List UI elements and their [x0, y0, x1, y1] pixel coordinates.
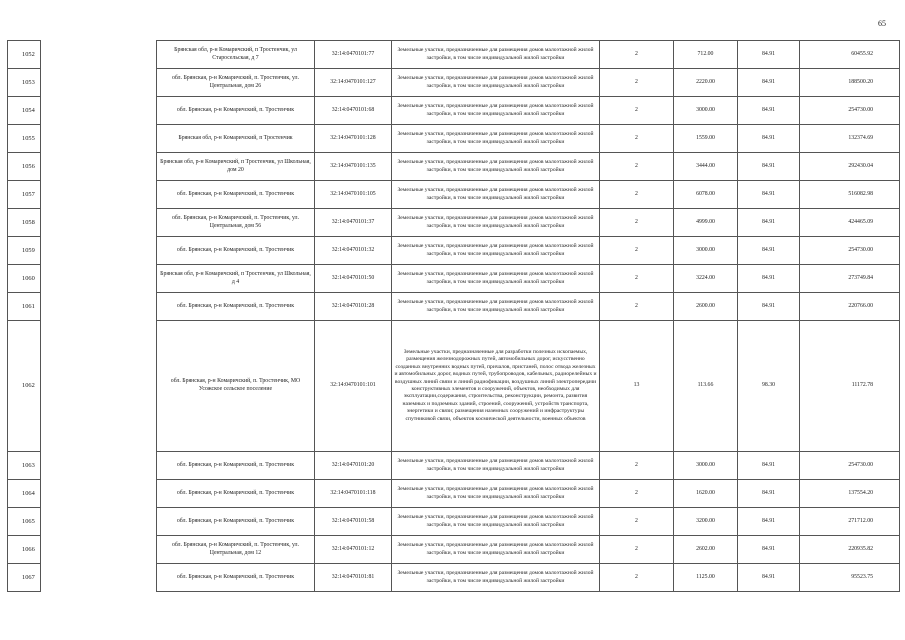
- cell-record-number: 1057: [8, 181, 41, 209]
- cell-cadastral-number: 32:14:0470101:105: [315, 181, 392, 209]
- cell-land-purpose: Земельные участки, предназначенные для размещения домов малоэтажной жилой застройки, в том числе индивидуальной жилой застройки: [392, 41, 600, 69]
- cell-rate: 84.91: [738, 237, 800, 265]
- cell-rate: 84.91: [738, 480, 800, 508]
- cell-address: Брянская обл, р-н Комаричский, п Тростенчик: [157, 125, 315, 153]
- page-number: 65: [878, 19, 886, 28]
- cell-cadastral-cost: 188500.20: [800, 69, 900, 97]
- cell-rate: 84.91: [738, 536, 800, 564]
- cell-cadastral-cost: 132374.69: [800, 125, 900, 153]
- cell-cadastral-cost: 273749.84: [800, 265, 900, 293]
- cell-group: 2: [600, 293, 674, 321]
- cell-cadastral-cost: 516082.98: [800, 181, 900, 209]
- cell-record-number: 1063: [8, 452, 41, 480]
- cell-address: обл. Брянская, р-н Комаричский, п. Тростенчик: [157, 97, 315, 125]
- cell-rate: 84.91: [738, 41, 800, 69]
- cell-rate: 84.91: [738, 181, 800, 209]
- table-row: [8, 69, 900, 97]
- cell-group: 2: [600, 564, 674, 592]
- cell-spacer: [41, 480, 157, 508]
- cell-record-number: 1053: [8, 69, 41, 97]
- cell-record-number: 1054: [8, 97, 41, 125]
- cell-group: 2: [600, 181, 674, 209]
- cell-area: 2600.00: [674, 293, 738, 321]
- cell-address: Брянская обл, р-н Комаричский, п Тростенчик, ул Школьная, дом 20: [157, 153, 315, 181]
- cell-area: 712.00: [674, 41, 738, 69]
- cell-area: 3224.00: [674, 265, 738, 293]
- table-row: [8, 508, 900, 536]
- cell-land-purpose: Земельные участки, предназначенные для размещения домов малоэтажной жилой застройки, в том числе индивидуальной жилой застройки: [392, 69, 600, 97]
- cell-record-number: 1059: [8, 237, 41, 265]
- cell-address: обл. Брянская, р-н Комаричский, п. Тростенчик, ул. Центральная, дом 56: [157, 209, 315, 237]
- table-row: [8, 181, 900, 209]
- cell-address: обл. Брянская, р-н Комаричский, п. Тростенчик: [157, 480, 315, 508]
- cell-area: 3200.00: [674, 508, 738, 536]
- cell-cadastral-number: 32:14:0470101:101: [315, 321, 392, 452]
- cell-land-purpose: Земельные участки, предназначенные для размещения домов малоэтажной жилой застройки, в том числе индивидуальной жилой застройки: [392, 508, 600, 536]
- cell-area: 1559.00: [674, 125, 738, 153]
- cell-cadastral-cost: 60455.92: [800, 41, 900, 69]
- cell-group: 2: [600, 480, 674, 508]
- cell-spacer: [41, 237, 157, 265]
- cell-address: обл. Брянская, р-н Комаричский, п. Тростенчик: [157, 564, 315, 592]
- cell-spacer: [41, 69, 157, 97]
- cell-address: обл. Брянская, р-н Комаричский, п. Тростенчик, ул. Центральная, дом 26: [157, 69, 315, 97]
- cell-cadastral-number: 32:14:0470101:81: [315, 564, 392, 592]
- cell-address: обл. Брянская, р-н Комаричский, п. Тростенчик: [157, 237, 315, 265]
- cell-rate: 84.91: [738, 265, 800, 293]
- cell-land-purpose: Земельные участки, предназначенные для размещения домов малоэтажной жилой застройки, в том числе индивидуальной жилой застройки: [392, 153, 600, 181]
- cell-spacer: [41, 41, 157, 69]
- cell-cadastral-number: 32:14:0470101:58: [315, 508, 392, 536]
- table-row: [8, 293, 900, 321]
- cell-land-purpose: Земельные участки, предназначенные для размещения домов малоэтажной жилой застройки, в том числе индивидуальной жилой застройки: [392, 209, 600, 237]
- cell-address: обл. Брянская, р-н Комаричский, п. Тростенчик, ул. Центральная, дом 12: [157, 536, 315, 564]
- cell-rate: 84.91: [738, 69, 800, 97]
- table-row: [8, 97, 900, 125]
- cell-spacer: [41, 153, 157, 181]
- table-row: [8, 153, 900, 181]
- cell-spacer: [41, 536, 157, 564]
- cell-group: 2: [600, 452, 674, 480]
- cell-group: 2: [600, 209, 674, 237]
- cell-cadastral-number: 32:14:0470101:135: [315, 153, 392, 181]
- cell-group: 2: [600, 265, 674, 293]
- cell-land-purpose: Земельные участки, предназначенные для размещения домов малоэтажной жилой застройки, в том числе индивидуальной жилой застройки: [392, 480, 600, 508]
- cell-record-number: 1066: [8, 536, 41, 564]
- cell-area: 3000.00: [674, 237, 738, 265]
- cell-address: обл. Брянская, р-н Комаричский, п. Тростенчик: [157, 181, 315, 209]
- cell-cadastral-number: 32:14:0470101:12: [315, 536, 392, 564]
- cell-address: обл. Брянская, р-н Комаричский, п. Тростенчик, МО Усожское сельское поселение: [157, 321, 315, 452]
- table-row: [8, 536, 900, 564]
- cell-cadastral-number: 32:14:0470101:32: [315, 237, 392, 265]
- cell-group: 2: [600, 508, 674, 536]
- cell-group: 2: [600, 41, 674, 69]
- cell-record-number: 1056: [8, 153, 41, 181]
- cell-group: 2: [600, 237, 674, 265]
- cell-land-purpose: Земельные участки, предназначенные для размещения домов малоэтажной жилой застройки, в том числе индивидуальной жилой застройки: [392, 181, 600, 209]
- cell-area: 1620.00: [674, 480, 738, 508]
- cell-spacer: [41, 564, 157, 592]
- cell-record-number: 1064: [8, 480, 41, 508]
- cell-area: 113.66: [674, 321, 738, 452]
- cell-land-purpose: Земельные участки, предназначенные для размещения домов малоэтажной жилой застройки, в том числе индивидуальной жилой застройки: [392, 293, 600, 321]
- cell-record-number: 1060: [8, 265, 41, 293]
- cell-cadastral-cost: 220935.82: [800, 536, 900, 564]
- cell-group: 2: [600, 69, 674, 97]
- cell-address: Брянская обл, р-н Комаричский, п Тростенчик, ул Школьная, д 4: [157, 265, 315, 293]
- cell-land-purpose: Земельные участки, предназначенные для размещения домов малоэтажной жилой застройки, в том числе индивидуальной жилой застройки: [392, 265, 600, 293]
- cell-group: 2: [600, 536, 674, 564]
- cell-cadastral-cost: 254730.00: [800, 237, 900, 265]
- cell-record-number: 1067: [8, 564, 41, 592]
- cell-rate: 84.91: [738, 209, 800, 237]
- cell-cadastral-number: 32:14:0470101:118: [315, 480, 392, 508]
- cell-spacer: [41, 293, 157, 321]
- cell-land-purpose: Земельные участки, предназначенные для размещения домов малоэтажной жилой застройки, в том числе индивидуальной жилой застройки: [392, 536, 600, 564]
- cell-cadastral-cost: 254730.00: [800, 97, 900, 125]
- cell-cadastral-cost: 95523.75: [800, 564, 900, 592]
- cell-cadastral-cost: 220766.00: [800, 293, 900, 321]
- cell-rate: 84.91: [738, 508, 800, 536]
- cell-cadastral-number: 32:14:0470101:127: [315, 69, 392, 97]
- cell-spacer: [41, 97, 157, 125]
- cell-rate: 84.91: [738, 452, 800, 480]
- cell-spacer: [41, 452, 157, 480]
- cell-land-purpose: Земельные участки, предназначенные для размещения домов малоэтажной жилой застройки, в том числе индивидуальной жилой застройки: [392, 452, 600, 480]
- cell-record-number: 1065: [8, 508, 41, 536]
- cell-area: 2602.00: [674, 536, 738, 564]
- table-row: [8, 41, 900, 69]
- cell-cadastral-number: 32:14:0470101:28: [315, 293, 392, 321]
- cell-rate: 84.91: [738, 97, 800, 125]
- cell-land-purpose: Земельные участки, предназначенные для размещения домов малоэтажной жилой застройки, в том числе индивидуальной жилой застройки: [392, 125, 600, 153]
- cell-cadastral-cost: 271712.00: [800, 508, 900, 536]
- cell-area: 3000.00: [674, 452, 738, 480]
- cell-cadastral-number: 32:14:0470101:37: [315, 209, 392, 237]
- cell-land-purpose: Земельные участки, предназначенные для размещения домов малоэтажной жилой застройки, в том числе индивидуальной жилой застройки: [392, 237, 600, 265]
- cell-cadastral-cost: 424465.09: [800, 209, 900, 237]
- table-row: [8, 564, 900, 592]
- table-row: [8, 265, 900, 293]
- cell-address: Брянская обл, р-н Комаричский, п Тростенчик, ул Старосельская, д 7: [157, 41, 315, 69]
- cell-area: 3444.00: [674, 153, 738, 181]
- cell-area: 3000.00: [674, 97, 738, 125]
- cell-record-number: 1055: [8, 125, 41, 153]
- cell-group: 2: [600, 153, 674, 181]
- cell-record-number: 1061: [8, 293, 41, 321]
- cell-cadastral-cost: 254730.00: [800, 452, 900, 480]
- cell-group: 13: [600, 321, 674, 452]
- cell-record-number: 1062: [8, 321, 41, 452]
- cell-rate: 84.91: [738, 293, 800, 321]
- cell-land-purpose: Земельные участки, предназначенные для разработки полезных ископаемых, размещения железнодорожных путей, автомобильных дорог, искусственно созданных внутренних водных путей, причалов, пристаней, полос отвода железных и автомобильных дорог, водных путей, трубопроводов, кабельных, радиорелейных и воздушных линий связи и линий радиофикации, воздушных линий электропередачи конструктивных элементов и сооружений, объектов, необходимых для эксплуатации,содержания, строительства, реконструкции, ремонта, развития наземных и подземных зданий, строений, сооружений, устройств транспорта, энергетики и связи; размещения наземных сооружений и инфраструктуры спутниковой связи, объектов космической деятельности, военных объектов: [392, 321, 600, 452]
- table-row: [8, 480, 900, 508]
- cell-cadastral-number: 32:14:0470101:20: [315, 452, 392, 480]
- cell-area: 4999.00: [674, 209, 738, 237]
- cell-spacer: [41, 181, 157, 209]
- cell-address: обл. Брянская, р-н Комаричский, п. Тростенчик: [157, 452, 315, 480]
- cell-cadastral-cost: 292430.04: [800, 153, 900, 181]
- cell-cadastral-number: 32:14:0470101:128: [315, 125, 392, 153]
- cell-land-purpose: Земельные участки, предназначенные для размещения домов малоэтажной жилой застройки, в том числе индивидуальной жилой застройки: [392, 564, 600, 592]
- cell-spacer: [41, 508, 157, 536]
- cell-cadastral-number: 32:14:0470101:77: [315, 41, 392, 69]
- cell-record-number: 1058: [8, 209, 41, 237]
- table-row: [8, 209, 900, 237]
- cell-address: обл. Брянская, р-н Комаричский, п. Тростенчик: [157, 508, 315, 536]
- cell-cadastral-cost: 137554.20: [800, 480, 900, 508]
- cell-rate: 84.91: [738, 153, 800, 181]
- cell-area: 6078.00: [674, 181, 738, 209]
- cell-group: 2: [600, 97, 674, 125]
- cell-spacer: [41, 125, 157, 153]
- cell-spacer: [41, 265, 157, 293]
- table-body: [8, 41, 900, 592]
- cell-cadastral-number: 32:14:0470101:50: [315, 265, 392, 293]
- cell-address: обл. Брянская, р-н Комаричский, п. Тростенчик: [157, 293, 315, 321]
- cell-spacer: [41, 321, 157, 452]
- cell-rate: 84.91: [738, 125, 800, 153]
- table-row: [8, 452, 900, 480]
- cell-area: 1125.00: [674, 564, 738, 592]
- cell-land-purpose: Земельные участки, предназначенные для размещения домов малоэтажной жилой застройки, в том числе индивидуальной жилой застройки: [392, 97, 600, 125]
- cell-record-number: 1052: [8, 41, 41, 69]
- cell-rate: 84.91: [738, 564, 800, 592]
- cell-area: 2220.00: [674, 69, 738, 97]
- cell-rate: 98.30: [738, 321, 800, 452]
- table-row: [8, 321, 900, 452]
- cell-cadastral-number: 32:14:0470101:68: [315, 97, 392, 125]
- cell-spacer: [41, 209, 157, 237]
- table-row: [8, 125, 900, 153]
- table-row: [8, 237, 900, 265]
- cell-group: 2: [600, 125, 674, 153]
- cell-cadastral-cost: 11172.78: [800, 321, 900, 452]
- land-registry-table: [7, 40, 900, 592]
